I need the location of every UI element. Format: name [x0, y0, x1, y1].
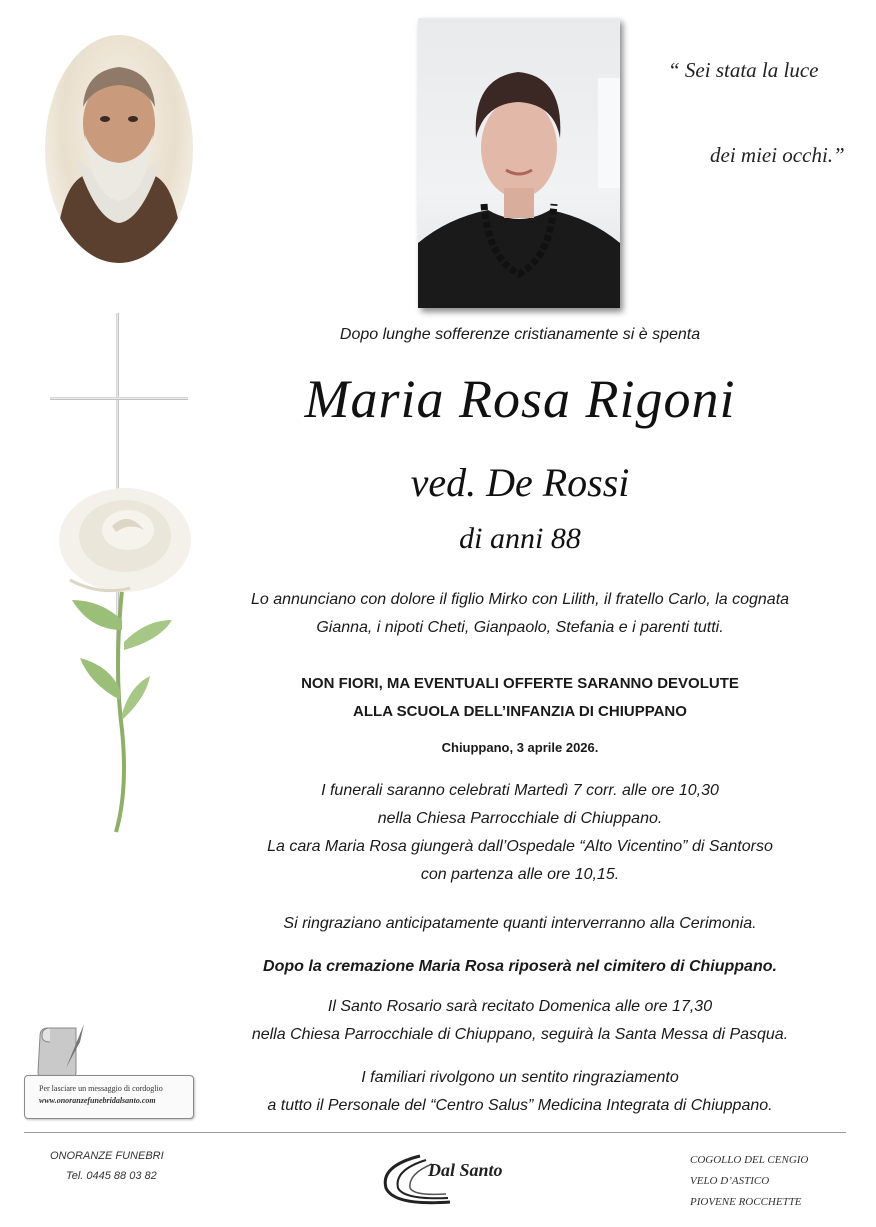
rosary-line-2: nella Chiesa Parrocchiale di Chiuppano, seguirà la Santa Messa di Pasqua. — [251, 1026, 789, 1043]
deceased-photo — [418, 18, 620, 308]
deceased-name: Maria Rosa Rigoni — [304, 369, 736, 429]
family-thanks-line-1: I familiari rivolgono un sentito ringraziamento — [361, 1069, 679, 1086]
widow-of: ved. De Rossi — [410, 460, 630, 505]
cross-horizontal — [50, 397, 188, 400]
quote-line-1: “ Sei stata la luce — [668, 58, 819, 82]
announcement-line-1: Lo annunciano con dolore il figlio Mirko con Lilith, il fratello Carlo, la cognata — [250, 591, 790, 608]
family-thanks-line-2: a tutto il Personale del “Centro Salus” Medicina Integrata di Chiuppano. — [267, 1097, 773, 1114]
logo-text: Dal Santo — [428, 1160, 503, 1180]
footer-divider — [24, 1132, 846, 1133]
funeral-line-1: I funerali saranno celebrati Martedì 7 corr. alle ore 10,30 — [321, 782, 719, 799]
footer-company-title: ONORANZE FUNEBRI — [50, 1150, 164, 1162]
footer-location-3: PIOVENE ROCCHETTE — [690, 1196, 802, 1208]
intro-text: Dopo lunghe sofferenze cristianamente si è spenta — [339, 326, 701, 343]
notice-date: Chiuppano, 3 aprile 2026. — [441, 740, 599, 755]
rosary-line-1: Il Santo Rosario sarà recitato Domenica alle ore 17,30 — [327, 998, 713, 1015]
footer-phone: Tel. 0445 88 03 82 — [66, 1170, 157, 1182]
condolence-label: Per lasciare un messaggio di cordoglio — [39, 1084, 163, 1093]
funeral-line-4: con partenza alle ore 10,15. — [420, 866, 620, 883]
footer-left — [50, 1150, 164, 1182]
saint-portrait — [45, 35, 193, 263]
donation-notice — [200, 670, 840, 726]
thanks-text: Si ringraziano anticipatamente quanti interverranno alla Cerimonia. — [283, 915, 757, 932]
donation-line-1: NON FIORI, MA EVENTUALI OFFERTE SARANNO DEVOLUTE — [301, 675, 739, 692]
funeral-line-2: nella Chiesa Parrocchiale di Chiuppano. — [377, 810, 663, 827]
donation-line-2: ALLA SCUOLA DELL’INFANZIA DI CHIUPPANO — [353, 703, 687, 720]
announcement-paragraph — [200, 586, 840, 642]
age-text: di anni 88 — [459, 522, 581, 555]
rosary-details — [200, 993, 840, 1049]
condolence-url[interactable]: www.onoranzefunebridalsanto.com — [39, 1096, 156, 1105]
condolence-message-box[interactable] — [24, 1075, 194, 1119]
family-thanks — [200, 1064, 840, 1120]
footer-locations — [690, 1150, 808, 1213]
footer-location-1: COGOLLO DEL CENGIO — [690, 1154, 809, 1166]
quote-line-2: dei miei occhi.” — [710, 143, 845, 167]
scroll-quill-icon — [36, 1022, 88, 1080]
footer-location-2: VELO D’ASTICO — [690, 1175, 770, 1187]
funeral-details — [200, 777, 840, 889]
cremation-text: Dopo la cremazione Maria Rosa riposerà nel cimitero di Chiuppano. — [263, 958, 777, 975]
announcement-line-2: Gianna, i nipoti Cheti, Gianpaolo, Stefania e i parenti tutti. — [316, 619, 724, 636]
white-rose-illustration — [50, 470, 200, 835]
funeral-line-3: La cara Maria Rosa giungerà dall’Ospedale “Alto Vicentino” di Santorso — [267, 838, 773, 855]
